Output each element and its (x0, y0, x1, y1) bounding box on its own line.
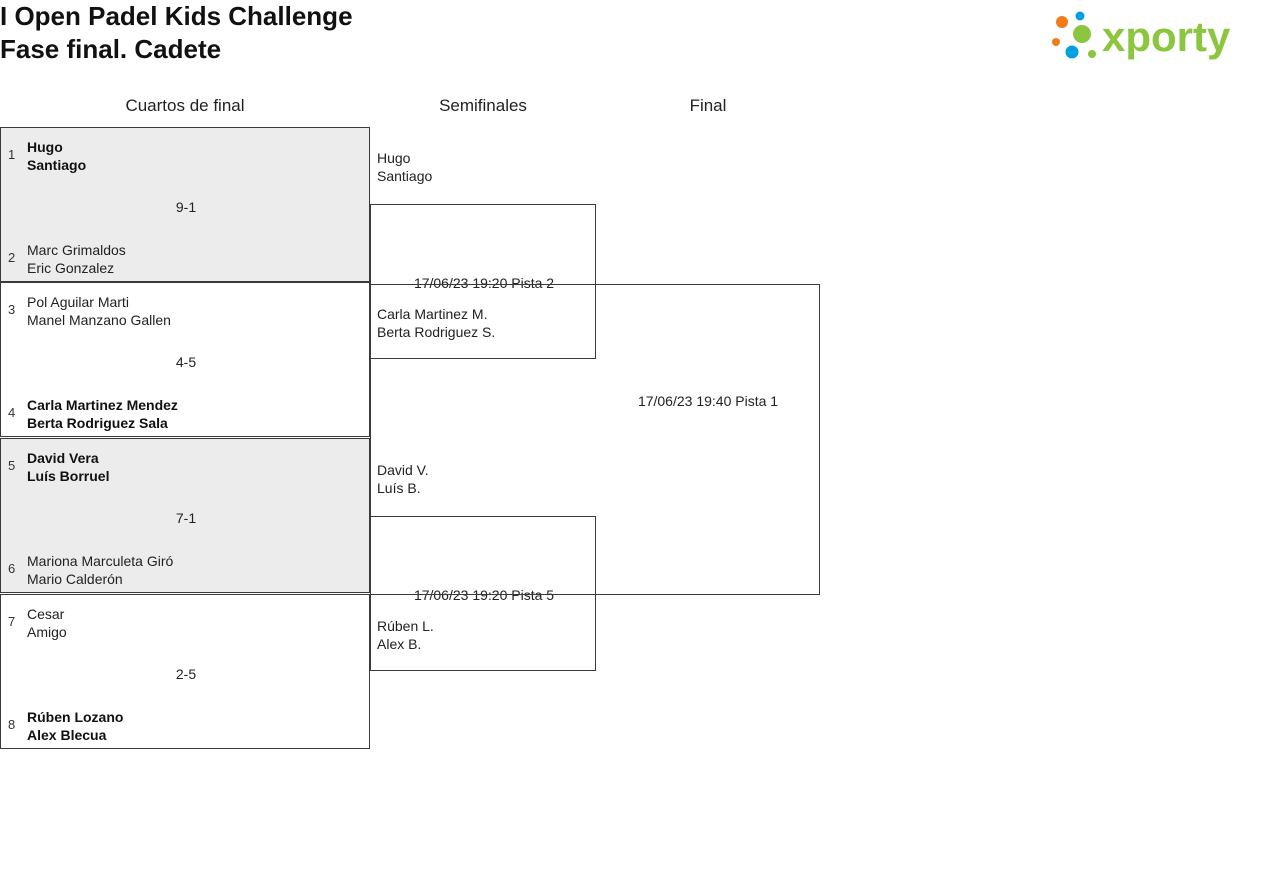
player-two: Alex B. (377, 636, 422, 652)
seed-number: 6 (8, 561, 16, 576)
match-score: 2-5 (175, 666, 197, 682)
player-one: Marc Grimaldos (27, 242, 126, 258)
table-row[interactable] (0, 594, 370, 749)
player-one: Cesar (27, 606, 65, 622)
match-score: 4-5 (175, 354, 197, 370)
team-name (27, 138, 86, 174)
table-row[interactable] (0, 282, 370, 437)
player-one: Hugo (377, 150, 411, 166)
team-name (27, 605, 67, 641)
seed-number: 5 (8, 458, 16, 473)
match-schedule: 17/06/23 19:20 Pista 5 (413, 587, 555, 603)
player-one: Carla Martinez Mendez (27, 397, 178, 413)
seed-number: 7 (8, 614, 16, 629)
round-heading-final: Final (689, 96, 727, 115)
seed-number: 2 (8, 250, 16, 265)
player-two: Santiago (377, 168, 433, 184)
player-one: Carla Martinez M. (377, 306, 488, 322)
semifinal-top-team-1 (377, 149, 432, 185)
player-two: Amigo (27, 624, 67, 640)
team-name (27, 708, 123, 744)
player-two: Luís B. (377, 480, 421, 496)
player-two: Eric Gonzalez (27, 260, 115, 276)
player-two: Berta Rodriguez Sala (27, 415, 168, 431)
table-row[interactable] (0, 127, 370, 282)
tournament-bracket (0, 127, 1280, 767)
team-name (27, 449, 109, 485)
player-two: Berta Rodriguez S. (377, 324, 496, 340)
final-match-box[interactable] (370, 284, 820, 595)
player-one: David Vera (27, 450, 99, 466)
match-score: 9-1 (175, 199, 197, 215)
player-one: Rúben L. (377, 618, 434, 634)
seed-number: 4 (8, 405, 16, 420)
seed-number: 1 (8, 147, 16, 162)
tournament-phase: Fase final. Cadete (0, 34, 222, 64)
player-one: David V. (377, 462, 429, 478)
player-one: Pol Aguilar Marti (27, 294, 129, 310)
seed-number: 3 (8, 302, 16, 317)
player-two: Manel Manzano Gallen (27, 312, 171, 328)
player-one: Rúben Lozano (27, 709, 124, 725)
player-two: Mario Calderón (27, 571, 123, 587)
player-one: Hugo (27, 139, 63, 155)
seed-number: 8 (8, 717, 16, 732)
final-match-schedule: 17/06/23 19:40 Pista 1 (637, 393, 779, 409)
match-score: 7-1 (175, 510, 197, 526)
xporty-logo (1044, 6, 1274, 68)
team-name (27, 552, 173, 588)
player-one: Mariona Marculeta Giró (27, 553, 174, 569)
page-title (0, 0, 900, 66)
team-name (27, 241, 126, 277)
player-two: Luís Borruel (27, 468, 110, 484)
round-heading-quarterfinals: Cuartos de final (125, 96, 245, 115)
tournament-name: I Open Padel Kids Challenge (0, 1, 353, 31)
team-name (27, 293, 171, 329)
team-name (27, 396, 178, 432)
semifinal-bottom-team-2 (377, 617, 434, 653)
player-two: Alex Blecua (27, 727, 107, 743)
match-schedule: 17/06/23 19:20 Pista 2 (413, 275, 555, 291)
player-two: Santiago (27, 157, 87, 173)
round-heading-semifinals: Semifinales (439, 96, 527, 115)
svg-text:xporty: xporty (1102, 13, 1231, 60)
table-row[interactable] (0, 438, 370, 593)
